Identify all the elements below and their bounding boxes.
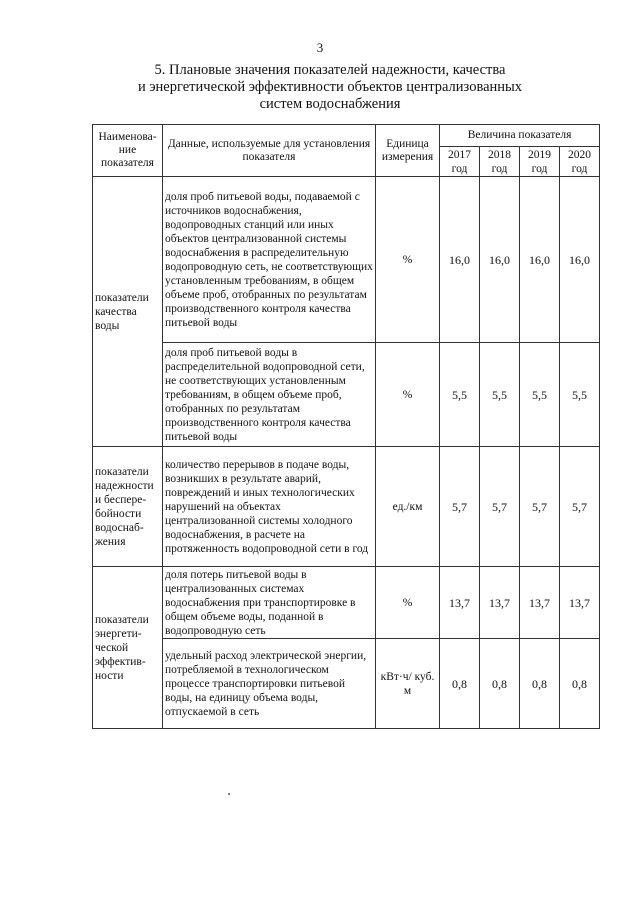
year-suffix: год xyxy=(571,162,588,175)
row-description: доля потерь питьевой воды в централизованных системах водоснабжения при транспортировке в общем объеме воды, поданной в водопроводную сеть xyxy=(163,567,376,639)
year-suffix: год xyxy=(531,162,548,175)
row-unit: % xyxy=(376,343,440,447)
year-label: 2020 xyxy=(568,148,592,161)
table-row xyxy=(93,177,600,343)
indicator-table xyxy=(92,124,600,729)
value-2018: 5,5 xyxy=(480,343,520,447)
page-number: 3 xyxy=(316,40,324,55)
value-2019: 5,5 xyxy=(520,343,560,447)
value-2020: 0,8 xyxy=(560,639,600,729)
row-description: удельный расход электрической энергии, потребляемой в технологическом процессе транспортировки питьевой воды, на единицу объема воды, отпускаемой в сеть xyxy=(163,639,376,729)
value-2018: 0,8 xyxy=(480,639,520,729)
year-suffix: год xyxy=(451,162,468,175)
header-year-2017 xyxy=(440,147,480,177)
value-2018: 13,7 xyxy=(480,567,520,639)
value-2020: 5,5 xyxy=(560,343,600,447)
header-data-used: Данные, используемые для установления показателя xyxy=(163,125,376,177)
value-2019: 5,7 xyxy=(520,447,560,567)
value-2017: 16,0 xyxy=(440,177,480,343)
row-unit: % xyxy=(376,177,440,343)
value-2018: 5,7 xyxy=(480,447,520,567)
value-2017: 13,7 xyxy=(440,567,480,639)
heading-line-1: 5. Плановые значения показателей надежности, качества xyxy=(154,62,506,78)
header-indicator-name: Наименова-ние показателя xyxy=(93,125,163,177)
table-row xyxy=(93,447,600,567)
year-label: 2019 xyxy=(528,148,551,161)
stray-mark xyxy=(228,793,230,795)
row-description: доля проб питьевой воды в распределительной водопроводной сети, не соответствующих установленным требованиям, в общем объеме проб, отобранных по результатам производственного контроля качества питьевой воды xyxy=(163,343,376,447)
year-label: 2018 xyxy=(488,148,511,161)
value-2020: 13,7 xyxy=(560,567,600,639)
section-heading xyxy=(90,62,570,113)
value-2017: 5,7 xyxy=(440,447,480,567)
group-energy-efficiency: показатели энергети-ческой эффектив-ности xyxy=(93,567,163,729)
row-unit: ед./км xyxy=(376,447,440,567)
value-2018: 16,0 xyxy=(480,177,520,343)
header-year-2019 xyxy=(520,147,560,177)
header-unit: Единица измерения xyxy=(376,125,440,177)
table-row xyxy=(93,567,600,639)
value-2017: 5,5 xyxy=(440,343,480,447)
heading-line-3: систем водоснабжения xyxy=(259,96,401,112)
header-year-2020 xyxy=(560,147,600,177)
value-2020: 5,7 xyxy=(560,447,600,567)
value-2017: 0,8 xyxy=(440,639,480,729)
heading-line-2: и энергетической эффективности объектов централизованных xyxy=(137,79,523,95)
header-year-2018 xyxy=(480,147,520,177)
value-2019: 0,8 xyxy=(520,639,560,729)
row-unit: кВт·ч/ куб. м xyxy=(376,639,440,729)
value-2020: 16,0 xyxy=(560,177,600,343)
header-indicator-value: Величина показателя xyxy=(440,125,600,147)
year-suffix: год xyxy=(491,162,508,175)
year-label: 2017 xyxy=(448,148,471,161)
row-description: доля проб питьевой воды, подаваемой с источников водоснабжения, водопроводных станций или иных объектов централизованной системы водоснабжения в распределительную водопроводную сеть, не соответствующих установленным требованиям, в общем объеме проб, отобранных по результатам производственного контроля качества питьевой воды xyxy=(163,177,376,343)
group-reliability: показатели надежности и беспере-бойности водоснаб-жения xyxy=(93,447,163,567)
row-unit: % xyxy=(376,567,440,639)
value-2019: 16,0 xyxy=(520,177,560,343)
table-row xyxy=(93,343,600,447)
row-description: количество перерывов в подаче воды, возникших в результате аварий, повреждений и иных технологических нарушений на объектах централизованной системы холодного водоснабжения, в расчете на протяженность водопроводной сети в год xyxy=(163,447,376,567)
table-row xyxy=(93,639,600,729)
group-water-quality: показатели качества воды xyxy=(93,177,163,447)
value-2019: 13,7 xyxy=(520,567,560,639)
